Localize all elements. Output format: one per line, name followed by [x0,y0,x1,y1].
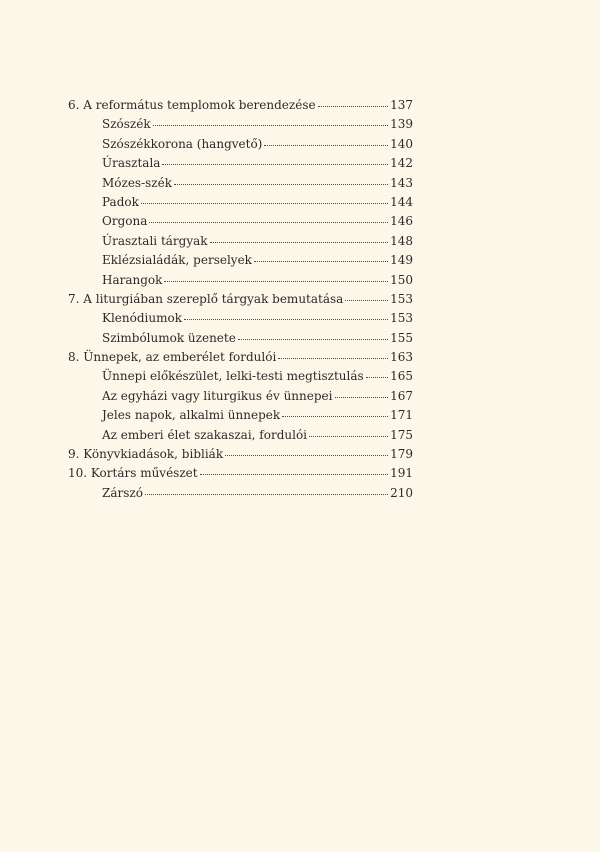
toc-page-number: 139 [390,117,413,132]
toc-page-number: 142 [390,156,413,171]
toc-page-number: 143 [390,175,413,190]
toc-entry-chapter-6 [68,96,413,115]
toc-entry-zarszo [68,484,413,503]
toc-page-number: 148 [390,233,413,248]
dot-leader [318,105,389,107]
toc-title: Szószék [102,117,151,132]
dot-leader [162,163,388,165]
toc-page-number: 191 [390,466,413,481]
dot-leader [141,202,388,204]
dot-leader [210,241,389,243]
toc-page-number: 153 [390,311,413,326]
toc-entry-szoszekkorona [68,135,413,154]
toc-title: 10. Kortárs művészet [68,466,198,481]
toc-page-number: 175 [390,427,413,442]
toc-entry-unnepi-elokeszulet [68,367,413,386]
dot-leader [145,493,388,495]
toc-entry-chapter-8 [68,348,413,367]
dot-leader [149,221,388,223]
toc-page-number: 210 [390,485,413,500]
toc-page-number: 150 [390,272,413,287]
toc-title: 7. A liturgiában szereplő tárgyak bemutatása [68,291,344,306]
toc-page-number: 155 [390,330,413,345]
dot-leader [164,280,388,282]
toc-entry-jeles-napok [68,406,413,425]
table-of-contents [68,96,413,503]
toc-entry-szoszek [68,115,413,134]
toc-page-number: 171 [390,408,413,423]
toc-entry-harangok [68,271,413,290]
toc-title: Zárszó [102,485,143,500]
toc-entry-urasztali-targyak [68,232,413,251]
toc-page-number: 149 [390,253,413,268]
toc-entry-chapter-7 [68,290,413,309]
toc-page-number: 153 [390,291,413,306]
toc-title: Mózes-szék [102,175,173,190]
dot-leader [309,435,388,437]
toc-title: Eklézsialádák, perselyek [102,253,252,268]
toc-page-number: 179 [390,447,413,462]
toc-title: Jeles napok, alkalmi ünnepek [102,408,281,423]
toc-entry-liturgikus-ev [68,387,413,406]
toc-entry-chapter-9 [68,445,413,464]
dot-leader [264,144,388,146]
dot-leader [345,299,388,301]
toc-title: Padok [102,194,139,209]
dot-leader [174,183,388,185]
toc-title: 6. A református templomok berendezése [68,98,316,112]
dot-leader [184,318,388,320]
toc-page-number: 146 [390,214,413,229]
toc-entry-orgona [68,212,413,231]
dot-leader [335,396,389,398]
toc-entry-szimbolumok [68,329,413,348]
dot-leader [282,415,388,417]
dot-leader [153,124,388,126]
toc-entry-urasztala [68,154,413,173]
toc-title: Ünnepi előkészület, lelki-testi megtisztulás [102,369,364,384]
toc-title: 9. Könyvkiadások, bibliák [68,447,224,462]
toc-title: Az emberi élet szakaszai, fordulói [102,427,308,442]
toc-page-number: 137 [390,98,413,112]
toc-page-number: 140 [390,136,413,151]
toc-entry-padok [68,193,413,212]
dot-leader [225,454,388,456]
dot-leader [278,357,388,359]
toc-entry-chapter-10 [68,464,413,483]
toc-page-number: 167 [390,388,413,403]
toc-title: Úrasztala [102,156,161,171]
toc-title: Az egyházi vagy liturgikus év ünnepei [102,388,333,403]
toc-entry-emberi-elet [68,426,413,445]
dot-leader [254,260,388,262]
toc-entry-mozes-szek [68,174,413,193]
toc-entry-klenodiumok [68,309,413,328]
toc-title: Harangok [102,272,163,287]
toc-title: Szimbólumok üzenete [102,330,236,345]
toc-page-number: 165 [390,369,413,384]
dot-leader [366,376,388,378]
toc-title: Szószékkorona (hangvető) [102,136,263,151]
toc-title: Orgona [102,214,148,229]
dot-leader [200,473,389,475]
toc-title: Klenódiumok [102,311,182,326]
toc-page-number: 163 [390,350,413,365]
toc-entry-eklezsialadak [68,251,413,270]
dot-leader [238,338,388,340]
toc-title: Úrasztali tárgyak [102,233,208,248]
toc-page-number: 144 [390,194,413,209]
toc-title: 8. Ünnepek, az emberélet fordulói [68,350,277,365]
